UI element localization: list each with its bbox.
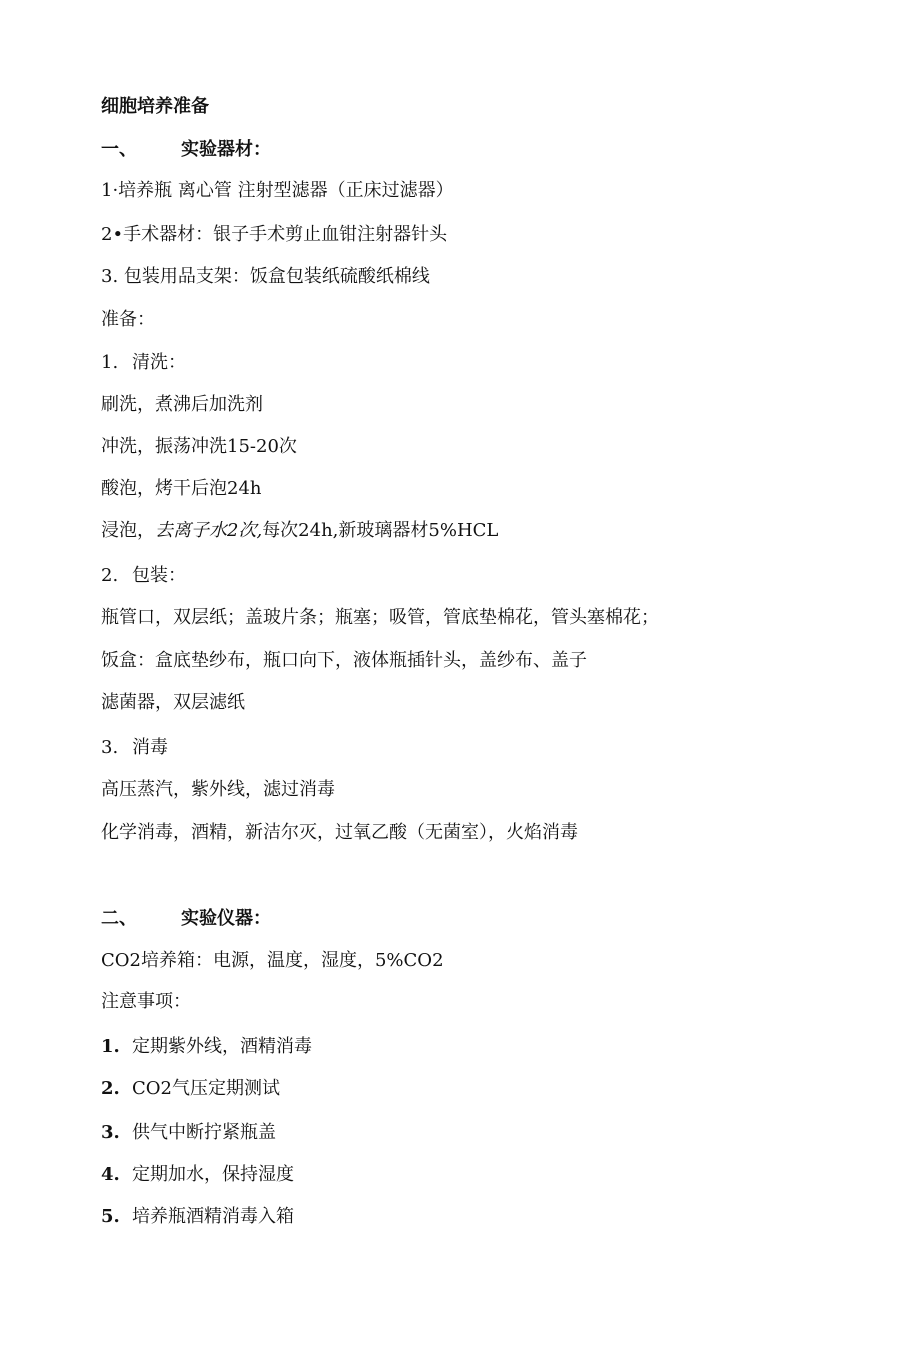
note-text: 供气中断拧紧瓶盖 <box>132 1122 276 1143</box>
note-text: 培养瓶酒精消毒入箱 <box>132 1206 294 1227</box>
incubator-line: CO2培养箱：电源，温度，湿度，5%CO2 <box>101 950 444 971</box>
wash-line: 冲洗，振荡冲洗15-20次 <box>101 436 297 457</box>
note-number: 1. <box>101 1036 120 1057</box>
soak-line <box>101 520 498 542</box>
note-text: 定期加水，保持湿度 <box>132 1164 294 1185</box>
section-2-title: 实验仪器： <box>181 908 271 929</box>
note-item <box>101 1078 280 1100</box>
note-item <box>101 1036 312 1058</box>
section-1-heading <box>101 139 271 161</box>
prep-label: 准备： <box>101 309 155 330</box>
pack-line: 瓶管口，双层纸；盖玻片条；瓶塞；吸管，管底垫棉花，管头塞棉花； <box>101 607 659 628</box>
disinfect-line: 高压蒸汽，紫外线，滤过消毒 <box>101 779 335 800</box>
wash-line: 酸泡，烤干后泡24h <box>101 478 262 499</box>
note-number: 5. <box>101 1206 120 1227</box>
pack-title: 包装： <box>132 565 186 586</box>
section-1-title: 实验器材： <box>181 139 271 160</box>
section-1-number: 一、 <box>101 139 137 160</box>
wash-number: 1. <box>101 352 119 373</box>
equipment-item: 1·培养瓶 离心管 注射型滤器（正床过滤器） <box>101 180 454 201</box>
note-item <box>101 1164 294 1186</box>
pack-line: 饭盒：盒底垫纱布，瓶口向下，液体瓶插针头，盖纱布、盖子 <box>101 650 587 671</box>
note-number: 2. <box>101 1078 120 1099</box>
notes-label: 注意事项： <box>101 991 191 1012</box>
wash-heading <box>101 352 186 374</box>
disinfect-number: 3. <box>101 737 119 758</box>
soak-italic: 去离子水2次, <box>155 520 263 541</box>
wash-title: 清洗： <box>132 352 186 373</box>
equipment-item: 3. 包装用品支架：饭盒包装纸硫酸纸棉线 <box>101 266 430 287</box>
note-text: 定期紫外线，酒精消毒 <box>132 1036 312 1057</box>
document-title: 细胞培养准备 <box>101 96 209 117</box>
pack-line: 滤菌器，双层滤纸 <box>101 692 245 713</box>
equipment-item: 2•手术器材：银子手术剪止血钳注射器针头 <box>101 224 448 245</box>
note-text: CO2气压定期测试 <box>132 1078 280 1099</box>
wash-line: 刷洗，煮沸后加洗剂 <box>101 394 263 415</box>
pack-number: 2. <box>101 565 119 586</box>
disinfect-line: 化学消毒，酒精，新洁尔灭，过氧乙酸（无菌室），火焰消毒 <box>101 822 578 843</box>
pack-heading <box>101 565 186 587</box>
note-number: 4. <box>101 1164 120 1185</box>
section-2-heading <box>101 908 271 930</box>
soak-prefix: 浸泡， <box>101 520 155 541</box>
note-number: 3. <box>101 1122 120 1143</box>
soak-suffix: 每次24h,新玻璃器材5%HCL <box>262 520 499 541</box>
note-item <box>101 1122 276 1144</box>
disinfect-heading <box>101 737 168 759</box>
section-2-number: 二、 <box>101 908 137 929</box>
disinfect-title: 消毒 <box>132 737 168 758</box>
note-item <box>101 1206 294 1228</box>
